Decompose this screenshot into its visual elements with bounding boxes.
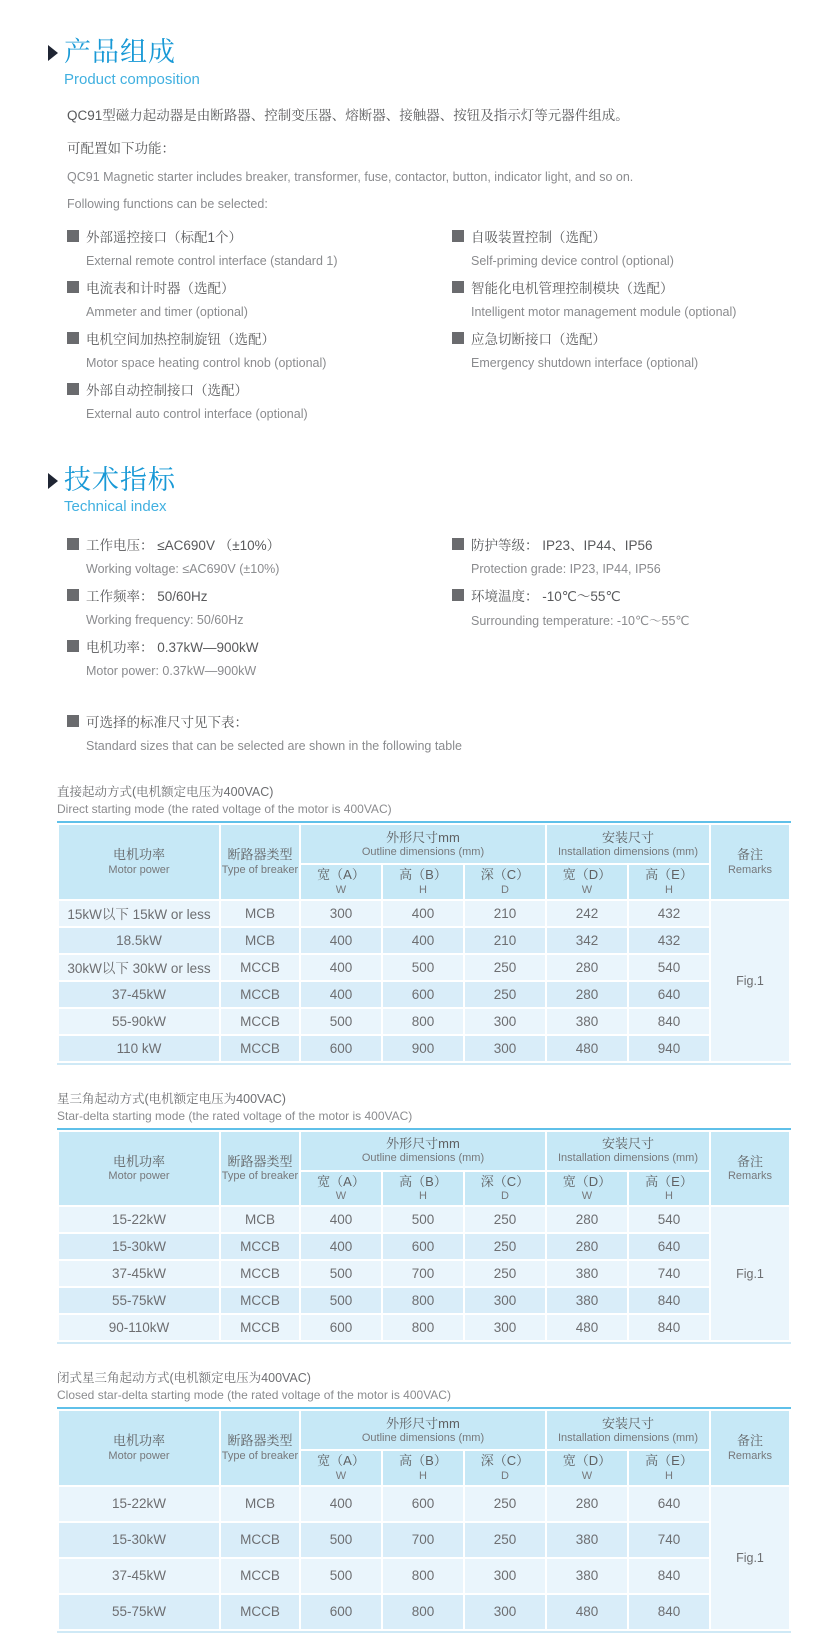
col-header-motor-power-zh: 电机功率 bbox=[112, 1433, 165, 1449]
col-header-outline-dimensions-zh: 外形尺寸mm bbox=[386, 1415, 460, 1431]
motor-power-cell: 55-75kW bbox=[59, 1288, 219, 1313]
col-header-installation-dimensions bbox=[547, 1411, 709, 1449]
height-e-cell: 740 bbox=[629, 1523, 709, 1557]
width-a-cell: 400 bbox=[301, 955, 381, 980]
breaker-type-cell: MCCB bbox=[221, 1234, 299, 1259]
bullet-square-icon bbox=[452, 281, 464, 293]
bullet-square-icon bbox=[452, 230, 464, 242]
col-header-width-a-zh: 宽（A） bbox=[317, 1453, 365, 1469]
table-caption-zh: 直接起动方式(电机额定电压为400VAC) bbox=[57, 785, 274, 800]
width-d-cell: 380 bbox=[547, 1559, 627, 1593]
col-header-breaker-type bbox=[221, 1132, 299, 1205]
feature-item bbox=[67, 224, 452, 274]
breaker-type-cell: MCB bbox=[221, 1487, 299, 1521]
breaker-type-cell: MCB bbox=[221, 1207, 299, 1232]
bullet-square-icon bbox=[452, 332, 464, 344]
height-e-cell: 432 bbox=[629, 901, 709, 926]
width-d-cell: 380 bbox=[547, 1288, 627, 1313]
table-row bbox=[59, 1234, 789, 1259]
section-title-zh: 技术指标 bbox=[64, 464, 176, 495]
width-d-cell: 480 bbox=[547, 1595, 627, 1629]
col-header-breaker-type-zh: 断路器类型 bbox=[227, 847, 293, 863]
feature-label-en: Self-priming device control (optional) bbox=[471, 254, 674, 269]
table-row bbox=[59, 1487, 789, 1521]
breaker-type-cell: MCCB bbox=[221, 1288, 299, 1313]
col-header-depth-c bbox=[465, 1451, 545, 1484]
spec-item bbox=[67, 582, 452, 632]
col-header-remarks-zh: 备注 bbox=[736, 1433, 763, 1449]
col-header-motor-power bbox=[59, 1411, 219, 1484]
col-header-motor-power bbox=[59, 1132, 219, 1205]
width-a-cell: 400 bbox=[301, 1234, 381, 1259]
width-a-cell: 600 bbox=[301, 1315, 381, 1340]
col-header-installation-dimensions-en: Installation dimensions (mm) bbox=[558, 1152, 698, 1165]
height-e-cell: 540 bbox=[629, 1207, 709, 1232]
bullet-square-icon bbox=[67, 383, 79, 395]
table-row bbox=[59, 901, 789, 926]
remark-cell: Fig.1 bbox=[711, 901, 789, 1061]
motor-power-cell: 15-22kW bbox=[59, 1487, 219, 1521]
height-b-cell: 700 bbox=[383, 1523, 463, 1557]
table-note bbox=[67, 708, 830, 758]
width-a-cell: 400 bbox=[301, 928, 381, 953]
col-header-width-d bbox=[547, 1172, 627, 1205]
table-caption-zh: 星三角起动方式(电机额定电压为400VAC) bbox=[57, 1091, 286, 1106]
bullet-square-icon bbox=[67, 230, 79, 242]
section-heading bbox=[48, 38, 830, 68]
col-header-width-a-unit: W bbox=[335, 883, 347, 896]
feature-label-zh: 外部自动控制接口（选配） bbox=[86, 383, 248, 399]
col-header-height-b-unit: H bbox=[419, 1469, 427, 1482]
table-row bbox=[59, 955, 789, 980]
feature-label-en: Intelligent motor management module (optional) bbox=[471, 305, 737, 320]
motor-power-cell: 110 kW bbox=[59, 1036, 219, 1061]
spec-item bbox=[452, 582, 830, 632]
col-header-width-d-unit: W bbox=[581, 883, 593, 896]
bullet-square-icon bbox=[452, 538, 464, 550]
table-row bbox=[59, 1523, 789, 1557]
col-header-outline-dimensions bbox=[301, 1411, 545, 1449]
col-header-height-e bbox=[629, 1451, 709, 1484]
col-header-outline-dimensions-zh: 外形尺寸mm bbox=[386, 829, 460, 845]
motor-power-cell: 15-22kW bbox=[59, 1207, 219, 1232]
feature-item bbox=[67, 326, 452, 376]
intro-paragraph-en2: Following functions can be selected: bbox=[67, 196, 268, 211]
col-header-motor-power-en: Motor power bbox=[108, 863, 170, 876]
col-header-height-b-zh: 高（B） bbox=[399, 1453, 447, 1469]
col-header-width-d-zh: 宽（D） bbox=[562, 1453, 612, 1469]
depth-c-cell: 250 bbox=[465, 1207, 545, 1232]
col-header-breaker-type bbox=[221, 825, 299, 898]
table-caption-en: Closed star-delta starting mode (the rated voltage of the motor is 400VAC) bbox=[57, 1388, 451, 1403]
table-caption-en: Star-delta starting mode (the rated voltage of the motor is 400VAC) bbox=[57, 1108, 413, 1123]
col-header-depth-c-unit: D bbox=[501, 1190, 509, 1203]
table-block-star-delta bbox=[57, 1091, 773, 1344]
width-a-cell: 400 bbox=[301, 1207, 381, 1232]
spec-label-zh: 环境温度： -10℃～55℃ bbox=[471, 588, 621, 604]
bullet-square-icon bbox=[452, 589, 464, 601]
motor-power-cell: 37-45kW bbox=[59, 982, 219, 1007]
spec-columns bbox=[67, 531, 830, 684]
section-title-en: Product composition bbox=[64, 70, 200, 88]
col-header-breaker-type-en: Type of breaker bbox=[221, 1170, 299, 1183]
table-row bbox=[59, 1261, 789, 1286]
table-block-direct-starting bbox=[57, 784, 773, 1064]
col-header-remarks-zh: 备注 bbox=[736, 847, 763, 863]
table-row bbox=[59, 1288, 789, 1313]
motor-power-cell: 55-90kW bbox=[59, 1009, 219, 1034]
spec-label-en: Motor power: 0.37kW—900kW bbox=[86, 663, 257, 678]
col-header-remarks bbox=[711, 1411, 789, 1484]
col-header-height-e-unit: H bbox=[665, 1469, 673, 1482]
breaker-type-cell: MCCB bbox=[221, 1559, 299, 1593]
height-b-cell: 700 bbox=[383, 1261, 463, 1286]
col-header-remarks bbox=[711, 1132, 789, 1205]
col-header-height-b-zh: 高（B） bbox=[399, 867, 447, 883]
feature-item bbox=[67, 275, 452, 325]
table-row bbox=[59, 1009, 789, 1034]
height-e-cell: 840 bbox=[629, 1288, 709, 1313]
col-header-height-b bbox=[383, 1451, 463, 1484]
depth-c-cell: 300 bbox=[465, 1559, 545, 1593]
height-e-cell: 432 bbox=[629, 928, 709, 953]
col-header-remarks-zh: 备注 bbox=[736, 1153, 763, 1169]
feature-item bbox=[452, 224, 830, 274]
breaker-type-cell: MCB bbox=[221, 901, 299, 926]
table-row bbox=[59, 1036, 789, 1061]
spec-label-en: Protection grade: IP23, IP44, IP56 bbox=[471, 561, 661, 576]
col-header-breaker-type-en: Type of breaker bbox=[221, 863, 299, 876]
col-header-width-a-unit: W bbox=[335, 1190, 347, 1203]
col-header-height-b bbox=[383, 1172, 463, 1205]
bullet-square-icon bbox=[67, 332, 79, 344]
col-header-remarks-en: Remarks bbox=[727, 1449, 772, 1462]
width-d-cell: 242 bbox=[547, 901, 627, 926]
col-header-height-e-unit: H bbox=[665, 1190, 673, 1203]
col-header-installation-dimensions-en: Installation dimensions (mm) bbox=[558, 845, 698, 858]
width-a-cell: 400 bbox=[301, 982, 381, 1007]
height-b-cell: 800 bbox=[383, 1595, 463, 1629]
height-b-cell: 800 bbox=[383, 1288, 463, 1313]
col-header-installation-dimensions-en: Installation dimensions (mm) bbox=[558, 1431, 698, 1444]
depth-c-cell: 210 bbox=[465, 901, 545, 926]
col-header-breaker-type bbox=[221, 1411, 299, 1484]
table-caption-zh: 闭式星三角起动方式(电机额定电压为400VAC) bbox=[57, 1371, 311, 1386]
col-header-motor-power-en: Motor power bbox=[108, 1170, 170, 1183]
width-d-cell: 480 bbox=[547, 1036, 627, 1061]
height-e-cell: 740 bbox=[629, 1261, 709, 1286]
col-header-width-a bbox=[301, 1451, 381, 1484]
col-header-remarks bbox=[711, 825, 789, 898]
table-row bbox=[59, 1315, 789, 1340]
intro-paragraphs bbox=[67, 104, 830, 211]
depth-c-cell: 300 bbox=[465, 1315, 545, 1340]
height-b-cell: 800 bbox=[383, 1559, 463, 1593]
table-block-closed-star-delta bbox=[57, 1370, 773, 1632]
col-header-motor-power-zh: 电机功率 bbox=[112, 1153, 165, 1169]
col-header-width-a-unit: W bbox=[335, 1469, 347, 1482]
feature-label-en: External remote control interface (standard 1) bbox=[86, 254, 338, 269]
height-e-cell: 840 bbox=[629, 1315, 709, 1340]
col-header-depth-c bbox=[465, 1172, 545, 1205]
width-d-cell: 380 bbox=[547, 1523, 627, 1557]
width-a-cell: 500 bbox=[301, 1261, 381, 1286]
height-b-cell: 600 bbox=[383, 1234, 463, 1259]
spec-label-zh: 防护等级： IP23、IP44、IP56 bbox=[471, 537, 653, 553]
product-composition-section bbox=[0, 38, 830, 428]
col-header-outline-dimensions-zh: 外形尺寸mm bbox=[386, 1136, 460, 1152]
height-b-cell: 400 bbox=[383, 901, 463, 926]
breaker-type-cell: MCCB bbox=[221, 1315, 299, 1340]
width-d-cell: 380 bbox=[547, 1009, 627, 1034]
col-header-outline-dimensions-en: Outline dimensions (mm) bbox=[361, 1431, 485, 1444]
col-header-width-d-unit: W bbox=[581, 1190, 593, 1203]
table-row bbox=[59, 1207, 789, 1232]
col-header-breaker-type-en: Type of breaker bbox=[221, 1449, 299, 1462]
table-row bbox=[59, 1559, 789, 1593]
height-b-cell: 800 bbox=[383, 1009, 463, 1034]
width-d-cell: 280 bbox=[547, 1487, 627, 1521]
breaker-type-cell: MCCB bbox=[221, 1261, 299, 1286]
intro-paragraph-zh2: 可配置如下功能： bbox=[67, 140, 175, 156]
height-e-cell: 640 bbox=[629, 1234, 709, 1259]
table-row bbox=[59, 928, 789, 953]
width-a-cell: 600 bbox=[301, 1595, 381, 1629]
col-header-height-e-zh: 高（E） bbox=[645, 1173, 693, 1189]
col-header-outline-dimensions bbox=[301, 1132, 545, 1170]
width-d-cell: 280 bbox=[547, 1207, 627, 1232]
table-row bbox=[59, 982, 789, 1007]
spec-item bbox=[452, 531, 830, 581]
col-header-height-e-zh: 高（E） bbox=[645, 1453, 693, 1469]
dimension-table bbox=[57, 821, 791, 1064]
col-header-width-a-zh: 宽（A） bbox=[317, 1173, 365, 1189]
col-header-height-b bbox=[383, 865, 463, 898]
breaker-type-cell: MCCB bbox=[221, 1036, 299, 1061]
bullet-square-icon bbox=[67, 715, 79, 727]
feature-column-left bbox=[67, 224, 452, 428]
spec-column-right bbox=[452, 531, 830, 684]
bullet-square-icon bbox=[67, 538, 79, 550]
bullet-square-icon bbox=[67, 589, 79, 601]
depth-c-cell: 300 bbox=[465, 1009, 545, 1034]
depth-c-cell: 300 bbox=[465, 1288, 545, 1313]
depth-c-cell: 250 bbox=[465, 1261, 545, 1286]
height-e-cell: 540 bbox=[629, 955, 709, 980]
breaker-type-cell: MCCB bbox=[221, 982, 299, 1007]
col-header-width-a bbox=[301, 865, 381, 898]
spec-label-zh: 电机功率： 0.37kW—900kW bbox=[86, 639, 259, 655]
height-b-cell: 800 bbox=[383, 1315, 463, 1340]
height-b-cell: 400 bbox=[383, 928, 463, 953]
col-header-depth-c bbox=[465, 865, 545, 898]
section-arrow-icon bbox=[48, 473, 58, 489]
col-header-width-a bbox=[301, 1172, 381, 1205]
width-a-cell: 300 bbox=[301, 901, 381, 926]
feature-label-en: Ammeter and timer (optional) bbox=[86, 305, 248, 320]
table-row bbox=[59, 1595, 789, 1629]
height-e-cell: 940 bbox=[629, 1036, 709, 1061]
section-title-en: Technical index bbox=[64, 498, 167, 516]
breaker-type-cell: MCCB bbox=[221, 955, 299, 980]
col-header-width-d-unit: W bbox=[581, 1469, 593, 1482]
col-header-installation-dimensions-zh: 安装尺寸 bbox=[601, 829, 654, 845]
col-header-motor-power-en: Motor power bbox=[108, 1449, 170, 1462]
width-d-cell: 480 bbox=[547, 1315, 627, 1340]
feature-label-zh: 外部遥控接口（标配1个） bbox=[86, 230, 243, 246]
breaker-type-cell: MCCB bbox=[221, 1595, 299, 1629]
col-header-height-b-unit: H bbox=[419, 1190, 427, 1203]
section-heading bbox=[48, 466, 830, 496]
depth-c-cell: 250 bbox=[465, 1234, 545, 1259]
col-header-installation-dimensions-zh: 安装尺寸 bbox=[601, 1415, 654, 1431]
depth-c-cell: 250 bbox=[465, 982, 545, 1007]
width-d-cell: 280 bbox=[547, 982, 627, 1007]
col-header-height-e-zh: 高（E） bbox=[645, 867, 693, 883]
col-header-installation-dimensions bbox=[547, 825, 709, 863]
height-e-cell: 640 bbox=[629, 982, 709, 1007]
width-d-cell: 280 bbox=[547, 955, 627, 980]
depth-c-cell: 300 bbox=[465, 1595, 545, 1629]
feature-columns bbox=[67, 224, 830, 428]
motor-power-cell: 37-45kW bbox=[59, 1559, 219, 1593]
col-header-width-a-zh: 宽（A） bbox=[317, 867, 365, 883]
table-note-en: Standard sizes that can be selected are shown in the following table bbox=[86, 738, 462, 753]
col-header-height-b-unit: H bbox=[419, 883, 427, 896]
col-header-depth-c-unit: D bbox=[501, 883, 509, 896]
width-a-cell: 600 bbox=[301, 1036, 381, 1061]
col-header-depth-c-zh: 深（C） bbox=[480, 1453, 530, 1469]
width-a-cell: 500 bbox=[301, 1523, 381, 1557]
col-header-outline-dimensions-en: Outline dimensions (mm) bbox=[361, 845, 485, 858]
col-header-width-d-zh: 宽（D） bbox=[562, 867, 612, 883]
depth-c-cell: 250 bbox=[465, 1523, 545, 1557]
breaker-type-cell: MCB bbox=[221, 928, 299, 953]
feature-label-zh: 电流表和计时器（选配） bbox=[86, 281, 235, 297]
dimension-table bbox=[57, 1128, 791, 1344]
motor-power-cell: 37-45kW bbox=[59, 1261, 219, 1286]
height-b-cell: 500 bbox=[383, 955, 463, 980]
col-header-width-d bbox=[547, 1451, 627, 1484]
height-b-cell: 900 bbox=[383, 1036, 463, 1061]
breaker-type-cell: MCCB bbox=[221, 1523, 299, 1557]
bullet-square-icon bbox=[67, 281, 79, 293]
technical-index-section bbox=[0, 466, 830, 685]
remark-cell: Fig.1 bbox=[711, 1487, 789, 1629]
intro-paragraph-en: QC91 Magnetic starter includes breaker, transformer, fuse, contactor, button, indicator light, and so on. bbox=[67, 169, 634, 184]
width-d-cell: 342 bbox=[547, 928, 627, 953]
height-b-cell: 600 bbox=[383, 982, 463, 1007]
width-a-cell: 500 bbox=[301, 1559, 381, 1593]
col-header-height-b-zh: 高（B） bbox=[399, 1173, 447, 1189]
bullet-square-icon bbox=[67, 640, 79, 652]
motor-power-cell: 15-30kW bbox=[59, 1234, 219, 1259]
depth-c-cell: 250 bbox=[465, 955, 545, 980]
feature-item bbox=[452, 326, 830, 376]
col-header-outline-dimensions bbox=[301, 825, 545, 863]
height-e-cell: 840 bbox=[629, 1559, 709, 1593]
table-caption-en: Direct starting mode (the rated voltage of the motor is 400VAC) bbox=[57, 802, 392, 817]
feature-label-zh: 自吸装置控制（选配） bbox=[471, 230, 606, 246]
feature-item bbox=[67, 377, 452, 427]
col-header-breaker-type-zh: 断路器类型 bbox=[227, 1433, 293, 1449]
col-header-depth-c-unit: D bbox=[501, 1469, 509, 1482]
feature-item bbox=[452, 275, 830, 325]
section-arrow-icon bbox=[48, 45, 58, 61]
col-header-outline-dimensions-en: Outline dimensions (mm) bbox=[361, 1152, 485, 1165]
motor-power-cell: 18.5kW bbox=[59, 928, 219, 953]
spec-item bbox=[67, 633, 452, 683]
col-header-width-d-zh: 宽（D） bbox=[562, 1173, 612, 1189]
spec-label-en: Working voltage: ≤AC690V (±10%) bbox=[86, 561, 280, 576]
breaker-type-cell: MCCB bbox=[221, 1009, 299, 1034]
feature-label-en: Emergency shutdown interface (optional) bbox=[471, 356, 699, 371]
height-b-cell: 600 bbox=[383, 1487, 463, 1521]
height-e-cell: 840 bbox=[629, 1009, 709, 1034]
col-header-motor-power bbox=[59, 825, 219, 898]
section-title-zh: 产品组成 bbox=[64, 37, 176, 67]
spec-item bbox=[67, 531, 452, 581]
col-header-installation-dimensions bbox=[547, 1132, 709, 1170]
col-header-motor-power-zh: 电机功率 bbox=[112, 847, 165, 863]
width-d-cell: 380 bbox=[547, 1261, 627, 1286]
col-header-width-d bbox=[547, 865, 627, 898]
feature-label-zh: 应急切断接口（选配） bbox=[471, 332, 606, 348]
col-header-height-e bbox=[629, 865, 709, 898]
feature-label-zh: 智能化电机管理控制模块（选配） bbox=[471, 281, 674, 297]
col-header-height-e-unit: H bbox=[665, 883, 673, 896]
height-e-cell: 840 bbox=[629, 1595, 709, 1629]
spec-label-zh: 工作电压： ≤AC690V （±10%） bbox=[86, 537, 281, 553]
spec-label-zh: 工作频率： 50/60Hz bbox=[86, 588, 208, 604]
motor-power-cell: 90-110kW bbox=[59, 1315, 219, 1340]
feature-label-en: Motor space heating control knob (optional) bbox=[86, 356, 327, 371]
width-a-cell: 500 bbox=[301, 1009, 381, 1034]
motor-power-cell: 15kW以下 15kW or less bbox=[59, 901, 219, 926]
col-header-depth-c-zh: 深（C） bbox=[480, 867, 530, 883]
feature-column-right bbox=[452, 224, 830, 428]
remark-cell: Fig.1 bbox=[711, 1207, 789, 1340]
depth-c-cell: 300 bbox=[465, 1036, 545, 1061]
motor-power-cell: 55-75kW bbox=[59, 1595, 219, 1629]
depth-c-cell: 210 bbox=[465, 928, 545, 953]
dimension-table bbox=[57, 1407, 791, 1632]
width-a-cell: 500 bbox=[301, 1288, 381, 1313]
col-header-breaker-type-zh: 断路器类型 bbox=[227, 1153, 293, 1169]
col-header-installation-dimensions-zh: 安装尺寸 bbox=[601, 1136, 654, 1152]
width-a-cell: 400 bbox=[301, 1487, 381, 1521]
depth-c-cell: 250 bbox=[465, 1487, 545, 1521]
intro-paragraph-zh: QC91型磁力起动器是由断路器、控制变压器、熔断器、接触器、按钮及指示灯等元器件组成。 bbox=[67, 107, 629, 123]
spec-label-en: Working frequency: 50/60Hz bbox=[86, 612, 244, 627]
col-header-remarks-en: Remarks bbox=[727, 1170, 772, 1183]
width-d-cell: 280 bbox=[547, 1234, 627, 1259]
height-b-cell: 500 bbox=[383, 1207, 463, 1232]
motor-power-cell: 30kW以下 30kW or less bbox=[59, 955, 219, 980]
height-e-cell: 640 bbox=[629, 1487, 709, 1521]
col-header-depth-c-zh: 深（C） bbox=[480, 1173, 530, 1189]
feature-label-zh: 电机空间加热控制旋钮（选配） bbox=[86, 332, 275, 348]
col-header-remarks-en: Remarks bbox=[727, 863, 772, 876]
col-header-height-e bbox=[629, 1172, 709, 1205]
spec-column-left bbox=[67, 531, 452, 684]
table-note-zh: 可选择的标准尺寸见下表： bbox=[86, 714, 248, 730]
motor-power-cell: 15-30kW bbox=[59, 1523, 219, 1557]
spec-label-en: Surrounding temperature: -10℃～55℃ bbox=[471, 613, 690, 628]
feature-label-en: External auto control interface (optional) bbox=[86, 407, 308, 422]
